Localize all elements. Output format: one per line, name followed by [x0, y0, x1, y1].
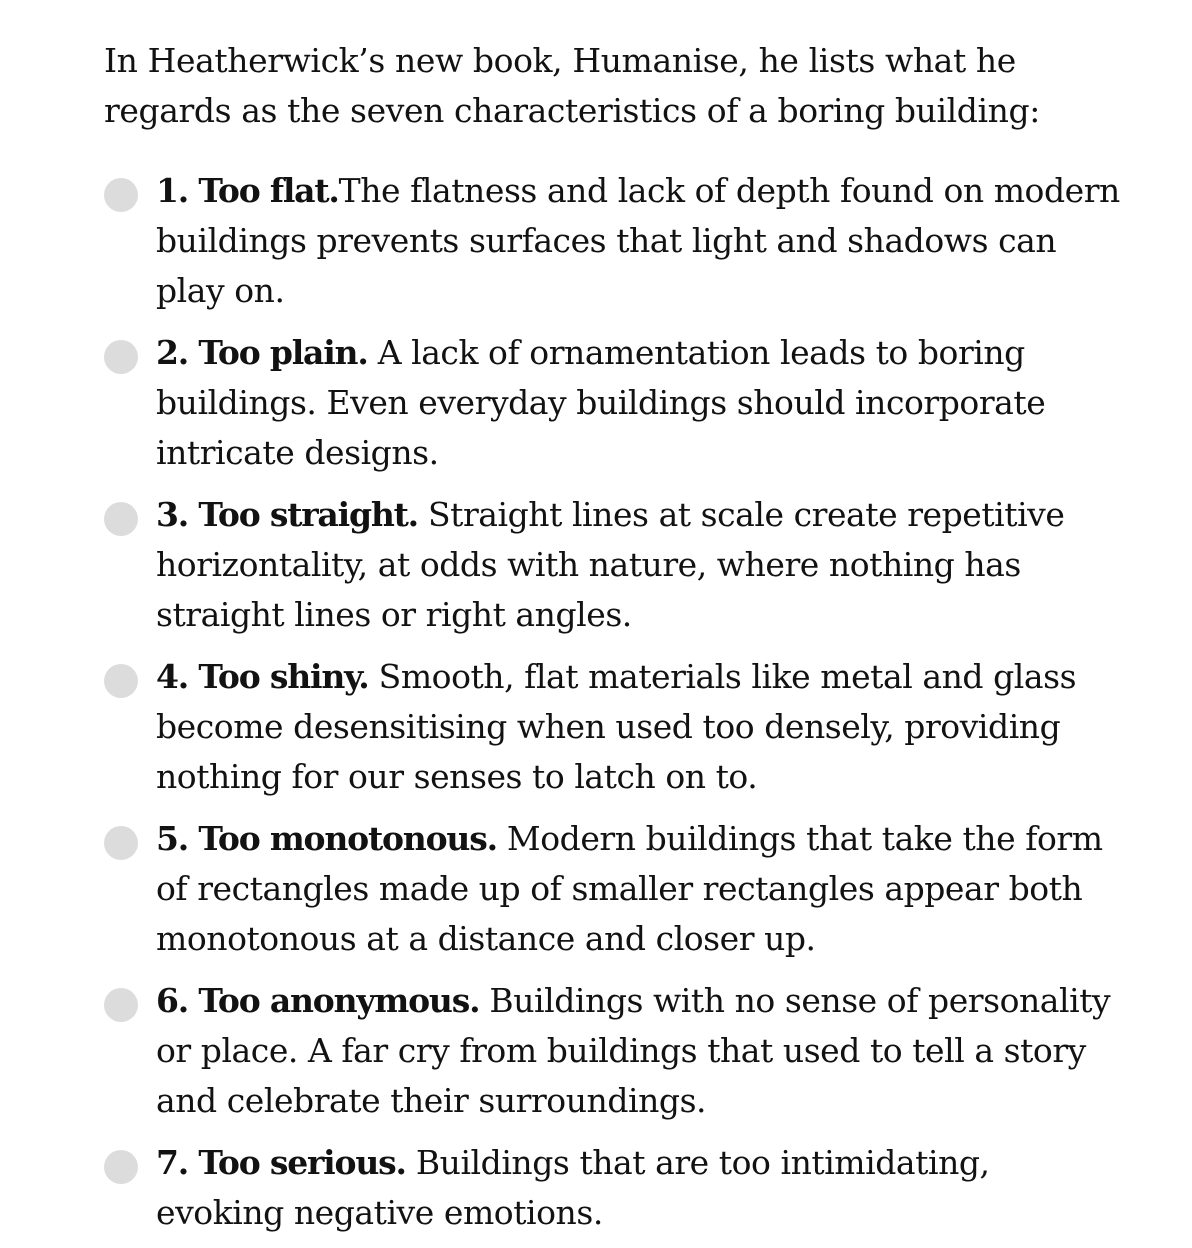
list-item-description: Buildings with no sense of personality or place. A far cry from buildings that used to tell a story and celebrate their surroundings.: [156, 981, 1111, 1120]
list-item-text: [156, 490, 1124, 640]
list-item-title: 3. Too straight.: [156, 495, 418, 534]
list-item-title: 7. Too serious.: [156, 1143, 406, 1182]
list-item-title: 6. Too anonymous.: [156, 981, 480, 1020]
list-item-description: The flatness and lack of depth found on modern buildings prevents surfaces that light and shadows can play on.: [156, 171, 1120, 310]
list-item-text: [156, 166, 1124, 316]
list-item-description: Buildings that are too intimidating, evoking negative emotions.: [156, 1143, 990, 1232]
list-item-title: 1. Too flat.: [156, 171, 339, 210]
list-item-description: Modern buildings that take the form of rectangles made up of smaller rectangles appear both monotonous at a distance and closer up.: [156, 819, 1103, 958]
list-item-text: [156, 328, 1124, 478]
bullet-dot-icon: [104, 178, 138, 212]
list-item-title: 4. Too shiny.: [156, 657, 369, 696]
list-item-description: A lack of ornamentation leads to boring buildings. Even everyday buildings should incorporate intricate designs.: [156, 333, 1046, 472]
intro-paragraph: In Heatherwick’s new book, Humanise, he lists what he regards as the seven characteristics of a boring building:: [104, 41, 1040, 130]
article-body: [104, 36, 1164, 1232]
list-item-title: 2. Too plain.: [156, 333, 368, 372]
list-item-text: [156, 814, 1124, 964]
bullet-dot-icon: [104, 664, 138, 698]
bullet-dot-icon: [104, 340, 138, 374]
list-item-text: [156, 652, 1124, 802]
list-item-text: [156, 976, 1124, 1126]
list-item-description: Smooth, flat materials like metal and glass become desensitising when used too densely, providing nothing for our senses to latch on to.: [156, 657, 1077, 796]
bullet-dot-icon: [104, 826, 138, 860]
bullet-dot-icon: [104, 502, 138, 536]
bullet-dot-icon: [104, 988, 138, 1022]
list-item-title: 5. Too monotonous.: [156, 819, 497, 858]
list-item-description: Straight lines at scale create repetitive horizontality, at odds with nature, where nothing has straight lines or right angles.: [156, 495, 1065, 634]
list-item-text: [156, 1138, 1124, 1238]
bullet-dot-icon: [104, 1150, 138, 1184]
